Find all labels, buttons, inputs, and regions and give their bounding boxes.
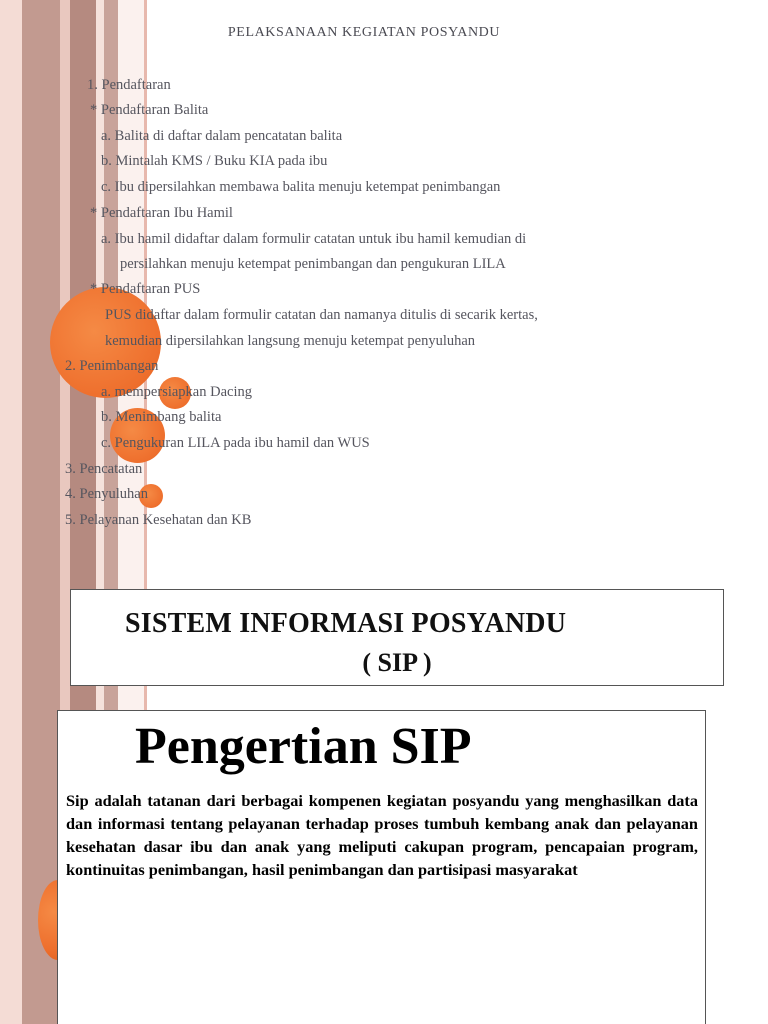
list-item: 5. Pelayanan Kesehatan dan KB [65, 512, 252, 528]
list-item: 3. Pencatatan [65, 461, 143, 477]
list-item: 4. Penyuluhan [65, 486, 148, 502]
definition-heading: Pengertian SIP [135, 718, 472, 775]
list-item: a. Balita di daftar dalam pencatatan balita [101, 128, 343, 144]
slide-sip [0, 580, 768, 1024]
definition-paragraph: Sip adalah tatanan dari berbagai kompenen kegiatan posyandu yang menghasilkan data dan informasi tentang pelayanan terhadap proses tumbuh kembang anak dan pelayanan kesehatan dasar ibu dan anak yang meliputi cakupan program, pencapaian program, kontinuitas penimbangan, hasil penimbangan dan partisipasi masyarakat [66, 791, 698, 879]
list-item: b. Menimbang balita [101, 409, 222, 425]
list-item: 1. Pendaftaran [87, 77, 171, 93]
list-item: * Pendaftaran PUS [90, 281, 201, 297]
list-item: * Pendaftaran Balita [90, 102, 209, 118]
sip-title-line1: SISTEM INFORMASI POSYANDU [125, 608, 567, 639]
list-item: a. Ibu hamil didaftar dalam formulir catatan untuk ibu hamil kemudian di [101, 231, 527, 247]
list-item: persilahkan menuju ketempat penimbangan dan pengukuran LILA [120, 256, 506, 272]
sip-title-box [70, 589, 724, 686]
list-item: PUS didaftar dalam formulir catatan dan namanya ditulis di secarik kertas, [105, 307, 538, 323]
sip-definition-box [57, 710, 706, 1024]
list-item: a. mempersiapkan Dacing [101, 384, 252, 400]
list-item: * Pendaftaran Ibu Hamil [90, 205, 233, 221]
list-item: b. Mintalah KMS / Buku KIA pada ibu [101, 153, 328, 169]
list-item: c. Pengukuran LILA pada ibu hamil dan WUS [101, 435, 370, 451]
list-item: c. Ibu dipersilahkan membawa balita menuju ketempat penimbangan [101, 179, 501, 195]
sip-title-line2: ( SIP ) [362, 648, 432, 677]
slide-title: PELAKSANAAN KEGIATAN POSYANDU [227, 25, 501, 40]
list-item: kemudian dipersilahkan langsung menuju ketempat penyuluhan [105, 333, 476, 349]
list-item: 2. Penimbangan [65, 358, 159, 374]
